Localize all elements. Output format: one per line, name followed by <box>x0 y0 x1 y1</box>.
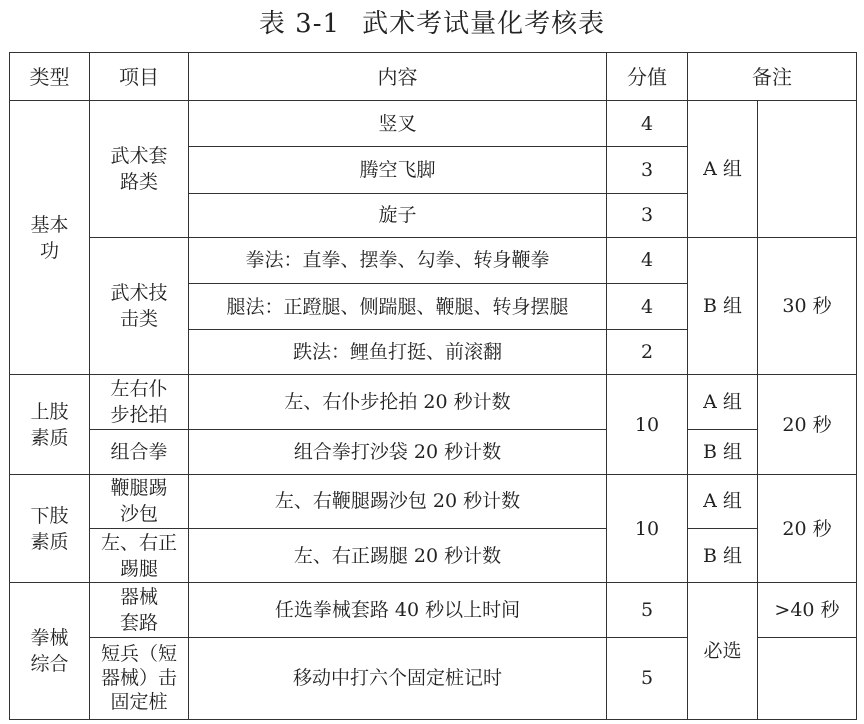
content-cell: 竖叉 <box>189 101 607 147</box>
score-cell: 3 <box>607 147 688 193</box>
type-cell: 基本 功 <box>10 101 90 375</box>
group-cell: B 组 <box>688 529 758 583</box>
score-cell: 4 <box>607 237 688 283</box>
project-cell: 短兵（短 器械）击 固定桩 <box>90 637 189 719</box>
project-cell: 左、右正 踢腿 <box>90 529 189 583</box>
time-cell: >40 秒 <box>758 583 857 637</box>
table-row <box>10 375 857 429</box>
time-cell <box>758 637 857 719</box>
score-cell: 3 <box>607 193 688 237</box>
time-cell: 20 秒 <box>758 375 857 474</box>
content-cell: 腿法：正蹬腿、侧踹腿、鞭腿、转身摆腿 <box>189 284 607 330</box>
project-cell: 武术套 路类 <box>90 101 189 238</box>
score-cell: 10 <box>607 375 688 474</box>
project-cell: 武术技 击类 <box>90 237 189 375</box>
table-row <box>10 101 857 147</box>
table-number: 表 3-1 <box>258 9 341 39</box>
score-cell: 5 <box>607 637 688 719</box>
table-row <box>10 474 857 528</box>
table-row <box>10 237 857 283</box>
table-row <box>10 529 857 583</box>
type-cell: 上肢 素质 <box>10 375 90 474</box>
group-cell: A 组 <box>688 101 758 238</box>
assessment-table <box>9 52 857 720</box>
content-cell: 左、右鞭腿踢沙包 20 秒计数 <box>189 474 607 528</box>
content-cell: 腾空飞脚 <box>189 147 607 193</box>
group-cell: B 组 <box>688 237 758 375</box>
table-title <box>0 4 864 44</box>
score-cell: 4 <box>607 284 688 330</box>
project-cell: 鞭腿踢 沙包 <box>90 474 189 528</box>
content-cell: 任选拳械套路 40 秒以上时间 <box>189 583 607 637</box>
content-cell: 旋子 <box>189 193 607 237</box>
header-score: 分值 <box>607 53 688 101</box>
group-cell: B 组 <box>688 429 758 474</box>
time-cell <box>758 101 857 238</box>
header-type: 类型 <box>10 53 90 101</box>
content-cell: 左、右仆步抡拍 20 秒计数 <box>189 375 607 429</box>
content-cell: 拳法：直拳、摆拳、勾拳、转身鞭拳 <box>189 237 607 283</box>
content-cell: 跌法：鲤鱼打挺、前滚翻 <box>189 330 607 375</box>
score-cell: 2 <box>607 330 688 375</box>
project-cell: 器械 套路 <box>90 583 189 637</box>
type-cell: 下肢 素质 <box>10 474 90 582</box>
type-cell: 拳械 综合 <box>10 583 90 720</box>
project-cell: 左右仆 步抡拍 <box>90 375 189 429</box>
score-cell: 4 <box>607 101 688 147</box>
project-cell: 组合拳 <box>90 429 189 474</box>
group-cell: A 组 <box>688 375 758 429</box>
header-project: 项目 <box>90 53 189 101</box>
table-row <box>10 429 857 474</box>
score-cell: 5 <box>607 583 688 637</box>
content-cell: 移动中打六个固定桩记时 <box>189 637 607 719</box>
score-cell: 10 <box>607 474 688 582</box>
header-row <box>10 53 857 101</box>
table-row <box>10 583 857 637</box>
time-cell: 30 秒 <box>758 237 857 375</box>
header-content: 内容 <box>189 53 607 101</box>
content-cell: 组合拳打沙袋 20 秒计数 <box>189 429 607 474</box>
table-caption: 武术考试量化考核表 <box>362 9 606 39</box>
group-cell: 必选 <box>688 583 758 720</box>
content-cell: 左、右正踢腿 20 秒计数 <box>189 529 607 583</box>
group-cell: A 组 <box>688 474 758 528</box>
header-remarks: 备注 <box>688 53 857 101</box>
time-cell: 20 秒 <box>758 474 857 582</box>
